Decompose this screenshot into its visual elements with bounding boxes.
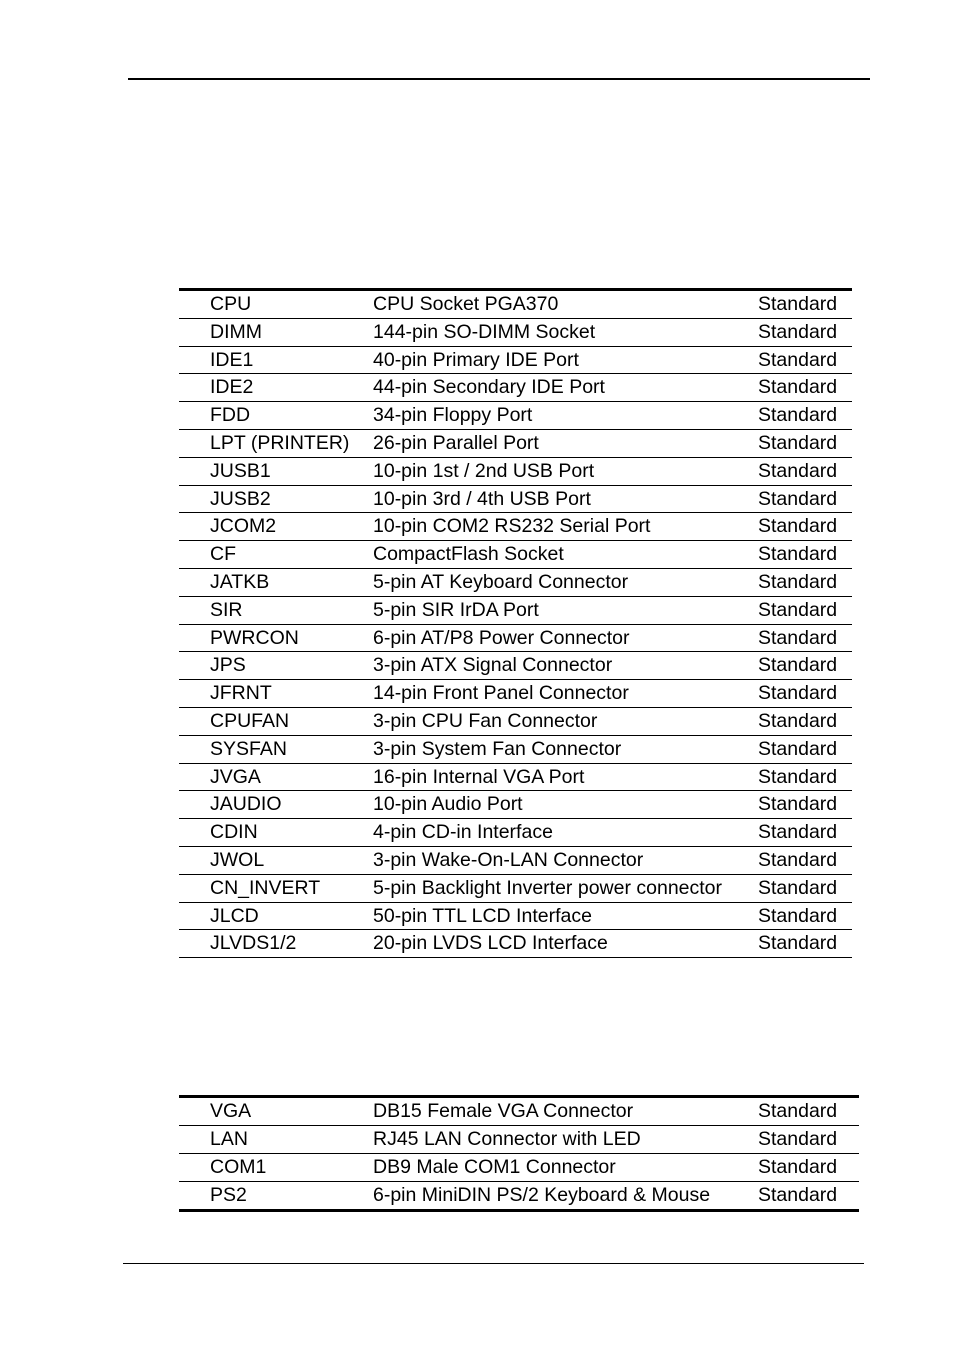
connector-status: Standard	[758, 1100, 838, 1122]
table-row	[179, 513, 852, 541]
connector-status: Standard	[758, 404, 838, 427]
table-row	[179, 541, 852, 569]
connector-status: Standard	[758, 737, 838, 760]
connector-description: 6-pin MiniDIN PS/2 Keyboard & Mouse	[373, 1184, 711, 1206]
connector-label: PWRCON	[210, 626, 299, 649]
connector-description: 5-pin AT Keyboard Connector	[373, 570, 629, 593]
connector-label: JUSB2	[210, 487, 271, 510]
connector-label: IDE2	[210, 376, 254, 399]
table-row	[179, 846, 852, 874]
connector-description: 3-pin Wake-On-LAN Connector	[373, 848, 644, 871]
connector-status: Standard	[758, 654, 838, 677]
connector-label: CPU	[210, 293, 252, 315]
table-row	[179, 652, 852, 680]
connector-status: Standard	[758, 932, 838, 955]
connector-label: VGA	[210, 1100, 252, 1122]
external-connectors-body	[179, 1097, 859, 1211]
table-row	[179, 568, 852, 596]
connector-label: JCOM2	[210, 515, 277, 538]
table-row	[179, 1154, 859, 1182]
connector-status: Standard	[758, 848, 838, 871]
connector-description: DB9 Male COM1 Connector	[373, 1156, 616, 1178]
connector-description: 3-pin System Fan Connector	[373, 737, 622, 760]
table-row	[179, 346, 852, 374]
connector-label: JFRNT	[210, 682, 272, 705]
table-row	[179, 819, 852, 847]
connector-description: 26-pin Parallel Port	[373, 431, 539, 454]
connector-description: RJ45 LAN Connector with LED	[373, 1128, 641, 1150]
connector-label: CN_INVERT	[210, 876, 321, 899]
table-row	[179, 763, 852, 791]
connector-description: 44-pin Secondary IDE Port	[373, 376, 605, 399]
connector-status: Standard	[758, 709, 838, 732]
connector-description: 10-pin 1st / 2nd USB Port	[373, 459, 595, 482]
table-row	[179, 707, 852, 735]
table-row	[179, 596, 852, 624]
header-rule	[128, 78, 870, 80]
table-row	[179, 290, 852, 319]
connector-description: 5-pin Backlight Inverter power connector	[373, 876, 723, 899]
connector-status: Standard	[758, 682, 838, 705]
connector-label: PS2	[210, 1184, 247, 1206]
connector-label: JPS	[210, 654, 246, 677]
connector-label: CF	[210, 543, 236, 566]
connector-status: Standard	[758, 904, 838, 927]
connector-status: Standard	[758, 821, 838, 844]
connector-description: 3-pin ATX Signal Connector	[373, 654, 613, 677]
connector-description: 40-pin Primary IDE Port	[373, 348, 579, 371]
table-row	[179, 318, 852, 346]
connector-description: 5-pin SIR IrDA Port	[373, 598, 539, 621]
internal-connectors-table	[179, 288, 852, 958]
connector-status: Standard	[758, 765, 838, 788]
connector-label: CDIN	[210, 821, 258, 844]
connector-label: JVGA	[210, 765, 261, 788]
connector-status: Standard	[758, 1184, 838, 1206]
connector-label: LPT (PRINTER)	[210, 431, 350, 454]
connector-status: Standard	[758, 431, 838, 454]
table-row	[179, 791, 852, 819]
table-row	[179, 735, 852, 763]
connector-description: 144-pin SO-DIMM Socket	[373, 320, 596, 343]
connector-status: Standard	[758, 793, 838, 816]
table-row	[179, 429, 852, 457]
connector-status: Standard	[758, 348, 838, 371]
connector-description: 6-pin AT/P8 Power Connector	[373, 626, 630, 649]
footer-rule	[123, 1263, 864, 1264]
connector-status: Standard	[758, 543, 838, 566]
connector-label: IDE1	[210, 348, 254, 371]
table-row	[179, 902, 852, 930]
connector-label: JATKB	[210, 570, 270, 593]
connector-status: Standard	[758, 570, 838, 593]
connector-description: 10-pin COM2 RS232 Serial Port	[373, 515, 651, 538]
table-row	[179, 457, 852, 485]
connector-label: JLCD	[210, 904, 259, 927]
table-row	[179, 624, 852, 652]
table-row	[179, 680, 852, 708]
connector-description: 20-pin LVDS LCD Interface	[373, 932, 608, 955]
connector-label: COM1	[210, 1156, 267, 1178]
connector-label: JLVDS1/2	[210, 932, 297, 955]
connector-label: JAUDIO	[210, 793, 282, 816]
connector-description: 10-pin 3rd / 4th USB Port	[373, 487, 591, 510]
connector-status: Standard	[758, 626, 838, 649]
connector-status: Standard	[758, 1128, 838, 1150]
connector-description: 3-pin CPU Fan Connector	[373, 709, 598, 732]
connector-label: SIR	[210, 598, 243, 621]
table-row	[179, 930, 852, 958]
table-row	[179, 1097, 859, 1126]
connector-status: Standard	[758, 293, 838, 315]
connector-label: SYSFAN	[210, 737, 287, 760]
connector-status: Standard	[758, 459, 838, 482]
table-row	[179, 874, 852, 902]
table-row	[179, 1182, 859, 1211]
connector-label: LAN	[210, 1128, 248, 1150]
connector-label: DIMM	[210, 320, 262, 343]
table-row	[179, 485, 852, 513]
external-connectors-table	[179, 1095, 859, 1212]
connector-description: 10-pin Audio Port	[373, 793, 523, 816]
connector-description: 14-pin Front Panel Connector	[373, 682, 629, 705]
connector-label: CPUFAN	[210, 709, 290, 732]
connector-description: CPU Socket PGA370	[373, 293, 559, 315]
connector-description: CompactFlash Socket	[373, 543, 564, 566]
table-row	[179, 1126, 859, 1154]
connector-description: 16-pin Internal VGA Port	[373, 765, 585, 788]
connector-description: 4-pin CD-in Interface	[373, 821, 553, 844]
connector-status: Standard	[758, 320, 838, 343]
table-row	[179, 374, 852, 402]
table-row	[179, 402, 852, 430]
connector-status: Standard	[758, 515, 838, 538]
connector-label: JWOL	[210, 848, 265, 871]
connector-status: Standard	[758, 598, 838, 621]
connector-description: DB15 Female VGA Connector	[373, 1100, 634, 1122]
connector-label: JUSB1	[210, 459, 271, 482]
connector-status: Standard	[758, 376, 838, 399]
connector-status: Standard	[758, 487, 838, 510]
connector-status: Standard	[758, 1156, 838, 1178]
connector-description: 50-pin TTL LCD Interface	[373, 904, 592, 927]
connector-description: 34-pin Floppy Port	[373, 404, 533, 427]
internal-connectors-body	[179, 290, 852, 958]
connector-label: FDD	[210, 404, 251, 427]
connector-status: Standard	[758, 876, 838, 899]
